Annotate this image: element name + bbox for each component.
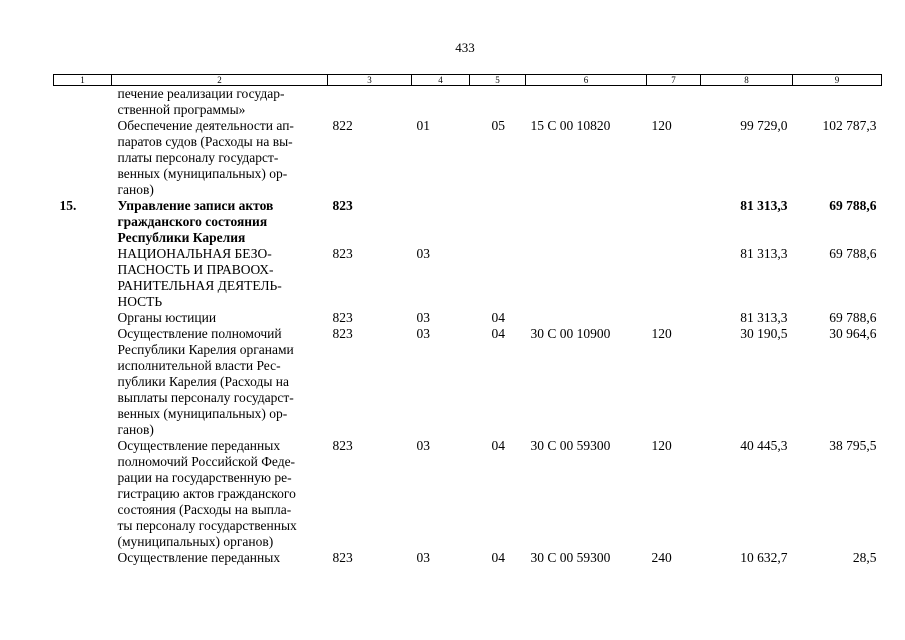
ministry-code: 823 (332, 246, 353, 261)
row-name (112, 326, 328, 438)
expense-type-code: 120 (651, 118, 672, 133)
subsection-code (470, 246, 526, 310)
amount-year-2: 69 788,6 (829, 246, 877, 261)
row-name-line: Республики Карелия органами (117, 342, 294, 357)
row-name-line: публики Карелия (Расходы на (117, 374, 289, 389)
column-number: 5 (470, 75, 526, 86)
subsection-code: 05 (491, 118, 505, 133)
column-number: 2 (112, 75, 328, 86)
table-row (54, 438, 882, 550)
row-number (54, 550, 112, 566)
subsection-code (470, 198, 526, 246)
page-number: 433 (455, 40, 475, 55)
section-code (412, 86, 470, 119)
row-name-line: паратов судов (Расходы на вы- (117, 134, 293, 149)
amount-year-2: 38 795,5 (829, 438, 877, 453)
column-number: 3 (328, 75, 412, 86)
ministry-code (328, 86, 412, 119)
expense-type-code (647, 310, 701, 326)
table-row (54, 118, 882, 198)
section-code: 03 (416, 326, 430, 341)
row-number (54, 246, 112, 310)
row-name-line: Республики Карелия (117, 230, 246, 245)
target-article-code (526, 86, 647, 119)
row-name (112, 198, 328, 246)
amount-year-2: 28,5 (852, 550, 877, 565)
table-row (54, 198, 882, 246)
expense-type-code: 120 (651, 326, 672, 341)
amount-year-1: 10 632,7 (740, 550, 788, 565)
target-article-code: 15 С 00 10820 (530, 118, 611, 133)
subsection-code: 04 (491, 438, 505, 453)
row-name-line: ПАСНОСТЬ И ПРАВООХ- (117, 262, 274, 277)
row-name-line: НОСТЬ (117, 294, 163, 309)
row-name-line: исполнительной власти Рес- (117, 358, 281, 373)
row-name-line: венных (муниципальных) ор- (117, 406, 288, 421)
table-row (54, 310, 882, 326)
target-article-code: 30 С 00 59300 (530, 550, 611, 565)
table-row (54, 86, 882, 119)
table-row (54, 550, 882, 566)
amount-year-1: 81 313,3 (740, 198, 788, 213)
section-code: 03 (416, 438, 430, 453)
ministry-code: 823 (332, 198, 353, 213)
row-name-line: ганов) (117, 182, 154, 197)
ministry-code: 823 (332, 310, 353, 325)
table-row (54, 326, 882, 438)
amount-year-1: 81 313,3 (740, 246, 788, 261)
row-name-line: гистрацию актов гражданского (117, 486, 296, 501)
amount-year-1: 99 729,0 (740, 118, 788, 133)
section-code: 03 (416, 246, 430, 261)
column-number-header (54, 75, 882, 86)
row-name-line: Управление записи актов (117, 198, 274, 213)
row-name (112, 118, 328, 198)
row-name-line: Обеспечение деятельности ап- (117, 118, 294, 133)
subsection-code: 04 (491, 550, 505, 565)
subsection-code (470, 86, 526, 119)
subsection-code: 04 (491, 310, 505, 325)
budget-table (53, 74, 882, 566)
amount-year-1: 81 313,3 (740, 310, 788, 325)
row-name-line: НАЦИОНАЛЬНАЯ БЕЗО- (117, 246, 272, 261)
row-name-line: Осуществление переданных (117, 550, 281, 565)
expense-type-code (647, 198, 701, 246)
amount-year-1: 40 445,3 (740, 438, 788, 453)
target-article-code: 30 С 00 59300 (530, 438, 611, 453)
section-code: 03 (416, 310, 430, 325)
row-name-line: рации на государственную ре- (117, 470, 292, 485)
expense-type-code (647, 86, 701, 119)
row-number (54, 310, 112, 326)
row-number (54, 438, 112, 550)
row-name-line: венных (муниципальных) ор- (117, 166, 288, 181)
row-name-line: печение реализации государ- (117, 86, 285, 101)
target-article-code (526, 246, 647, 310)
subsection-code: 04 (491, 326, 505, 341)
column-number: 9 (793, 75, 882, 86)
amount-year-2 (793, 86, 882, 119)
column-number: 1 (54, 75, 112, 86)
table-row (54, 246, 882, 310)
column-number: 6 (526, 75, 647, 86)
expense-type-code (647, 246, 701, 310)
row-name-line: полномочий Российской Феде- (117, 454, 296, 469)
row-name-line: выплаты персоналу государст- (117, 390, 294, 405)
row-number (54, 86, 112, 119)
amount-year-1: 30 190,5 (740, 326, 788, 341)
row-name-line: Осуществление полномочий (117, 326, 282, 341)
amount-year-2: 69 788,6 (829, 310, 877, 325)
row-name-line: РАНИТЕЛЬНАЯ ДЕЯТЕЛЬ- (117, 278, 282, 293)
column-number: 8 (701, 75, 793, 86)
ministry-code: 823 (332, 326, 353, 341)
ministry-code: 823 (332, 438, 353, 453)
row-name (112, 246, 328, 310)
amount-year-2: 69 788,6 (829, 198, 877, 213)
row-name-line: ганов) (117, 422, 154, 437)
target-article-code (526, 310, 647, 326)
row-name (112, 550, 328, 566)
section-code: 03 (416, 550, 430, 565)
expense-type-code: 240 (651, 550, 672, 565)
row-name (112, 438, 328, 550)
row-name (112, 86, 328, 119)
column-number: 4 (412, 75, 470, 86)
row-name-line: Осуществление переданных (117, 438, 281, 453)
ministry-code: 822 (332, 118, 353, 133)
row-name-line: состояния (Расходы на выпла- (117, 502, 292, 517)
row-name (112, 310, 328, 326)
expense-type-code: 120 (651, 438, 672, 453)
row-name-line: Органы юстиции (117, 310, 217, 325)
row-name-line: платы персоналу государст- (117, 150, 279, 165)
row-name-line: ственной программы» (117, 102, 246, 117)
column-number: 7 (647, 75, 701, 86)
section-code (412, 198, 470, 246)
row-number: 15. (59, 198, 77, 213)
target-article-code: 30 С 00 10900 (530, 326, 611, 341)
row-name-line: гражданского состояния (117, 214, 268, 229)
amount-year-1 (701, 86, 793, 119)
amount-year-2: 102 787,3 (822, 118, 877, 133)
amount-year-2: 30 964,6 (829, 326, 877, 341)
ministry-code: 823 (332, 550, 353, 565)
row-number (54, 326, 112, 438)
row-number (54, 118, 112, 198)
target-article-code (526, 198, 647, 246)
table-body (54, 75, 882, 567)
section-code: 01 (416, 118, 430, 133)
row-name-line: ты персоналу государственных (117, 518, 297, 533)
row-name-line: (муниципальных) органов) (117, 534, 274, 549)
